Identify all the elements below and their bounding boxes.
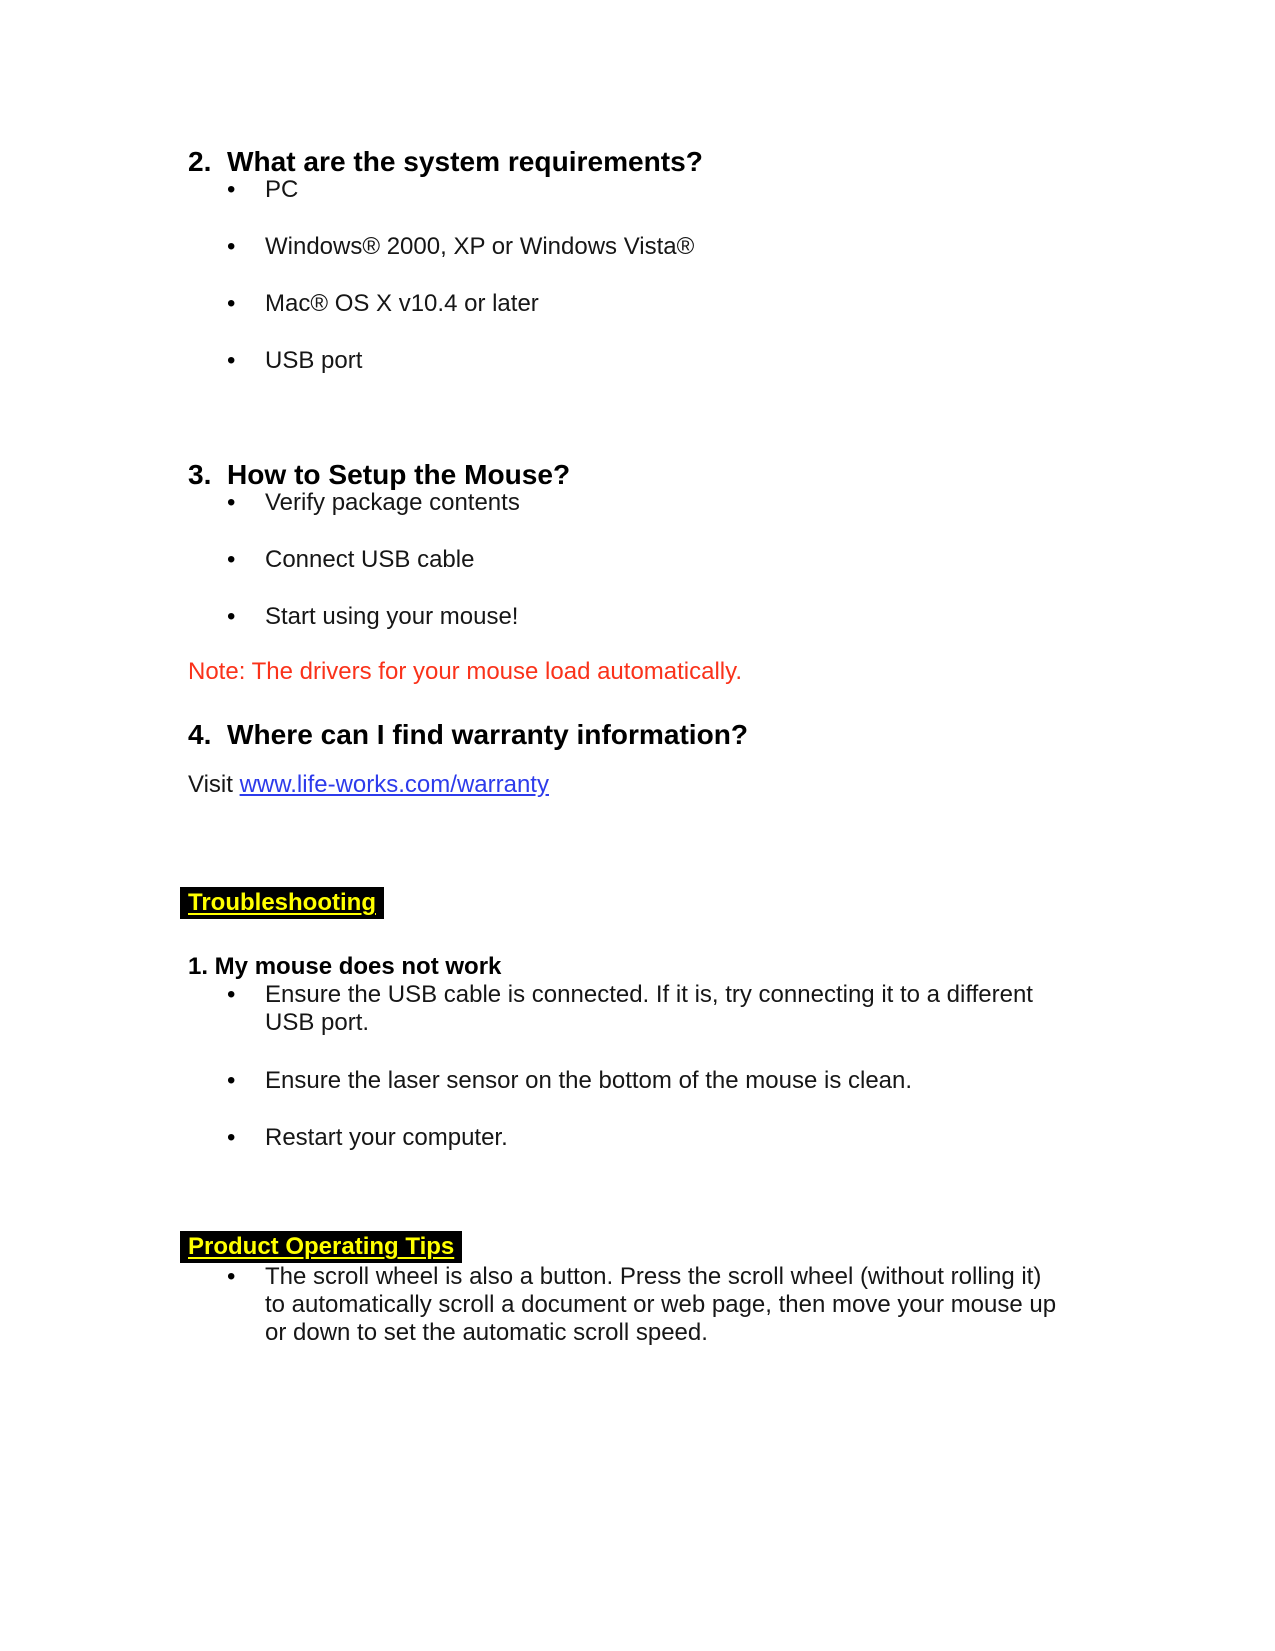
warranty-link[interactable]: www.life-works.com/warranty: [239, 771, 549, 798]
tips-list: [188, 1263, 1062, 1347]
list-item: • Ensure the laser sensor on the bottom of the mouse is clean.: [265, 1067, 1062, 1095]
list-item: • Windows® 2000, XP or Windows Vista®: [265, 233, 1062, 261]
question-3-heading: [188, 461, 1062, 489]
question-2-title: What are the system requirements?: [227, 146, 703, 177]
question-3-title: How to Setup the Mouse?: [227, 459, 571, 490]
drivers-note: Note: The drivers for your mouse load automatically.: [188, 658, 743, 685]
list-item: • Start using your mouse!: [265, 603, 1062, 631]
visit-prefix: Visit: [188, 771, 240, 798]
troubleshooting-subheading: 1. My mouse does not work: [188, 953, 502, 980]
list-item: • Ensure the USB cable is connected. If it is, try connecting it to a different USB port.: [265, 981, 1062, 1037]
tips-heading: Product Operating Tips: [180, 1231, 462, 1263]
list-item: • USB port: [265, 347, 1062, 375]
question-2-heading: [188, 148, 1062, 176]
troubleshooting-heading: Troubleshooting: [180, 887, 384, 919]
system-requirements-list: [188, 176, 1062, 375]
list-item: • PC: [265, 176, 1062, 204]
list-item: • Verify package contents: [265, 489, 1062, 517]
list-item: • The scroll wheel is also a button. Press the scroll wheel (without rolling it) to automatically scroll a document or web page, then move your mouse up or down to set the automatic scroll speed.: [265, 1263, 1062, 1347]
list-item: • Restart your computer.: [265, 1124, 1062, 1152]
question-4-title: Where can I find warranty information?: [227, 719, 749, 750]
troubleshooting-section: [188, 887, 1062, 919]
list-item: • Mac® OS X v10.4 or later: [265, 290, 1062, 318]
question-3-number: 3.: [188, 459, 212, 490]
question-2-number: 2.: [188, 146, 212, 177]
warranty-visit-line: [188, 771, 1062, 799]
setup-steps-list: [188, 489, 1062, 631]
question-4-heading: [188, 721, 1062, 749]
troubleshooting-list: [188, 981, 1062, 1152]
question-4-number: 4.: [188, 719, 212, 750]
tips-section: [188, 1231, 1062, 1263]
list-item: • Connect USB cable: [265, 546, 1062, 574]
